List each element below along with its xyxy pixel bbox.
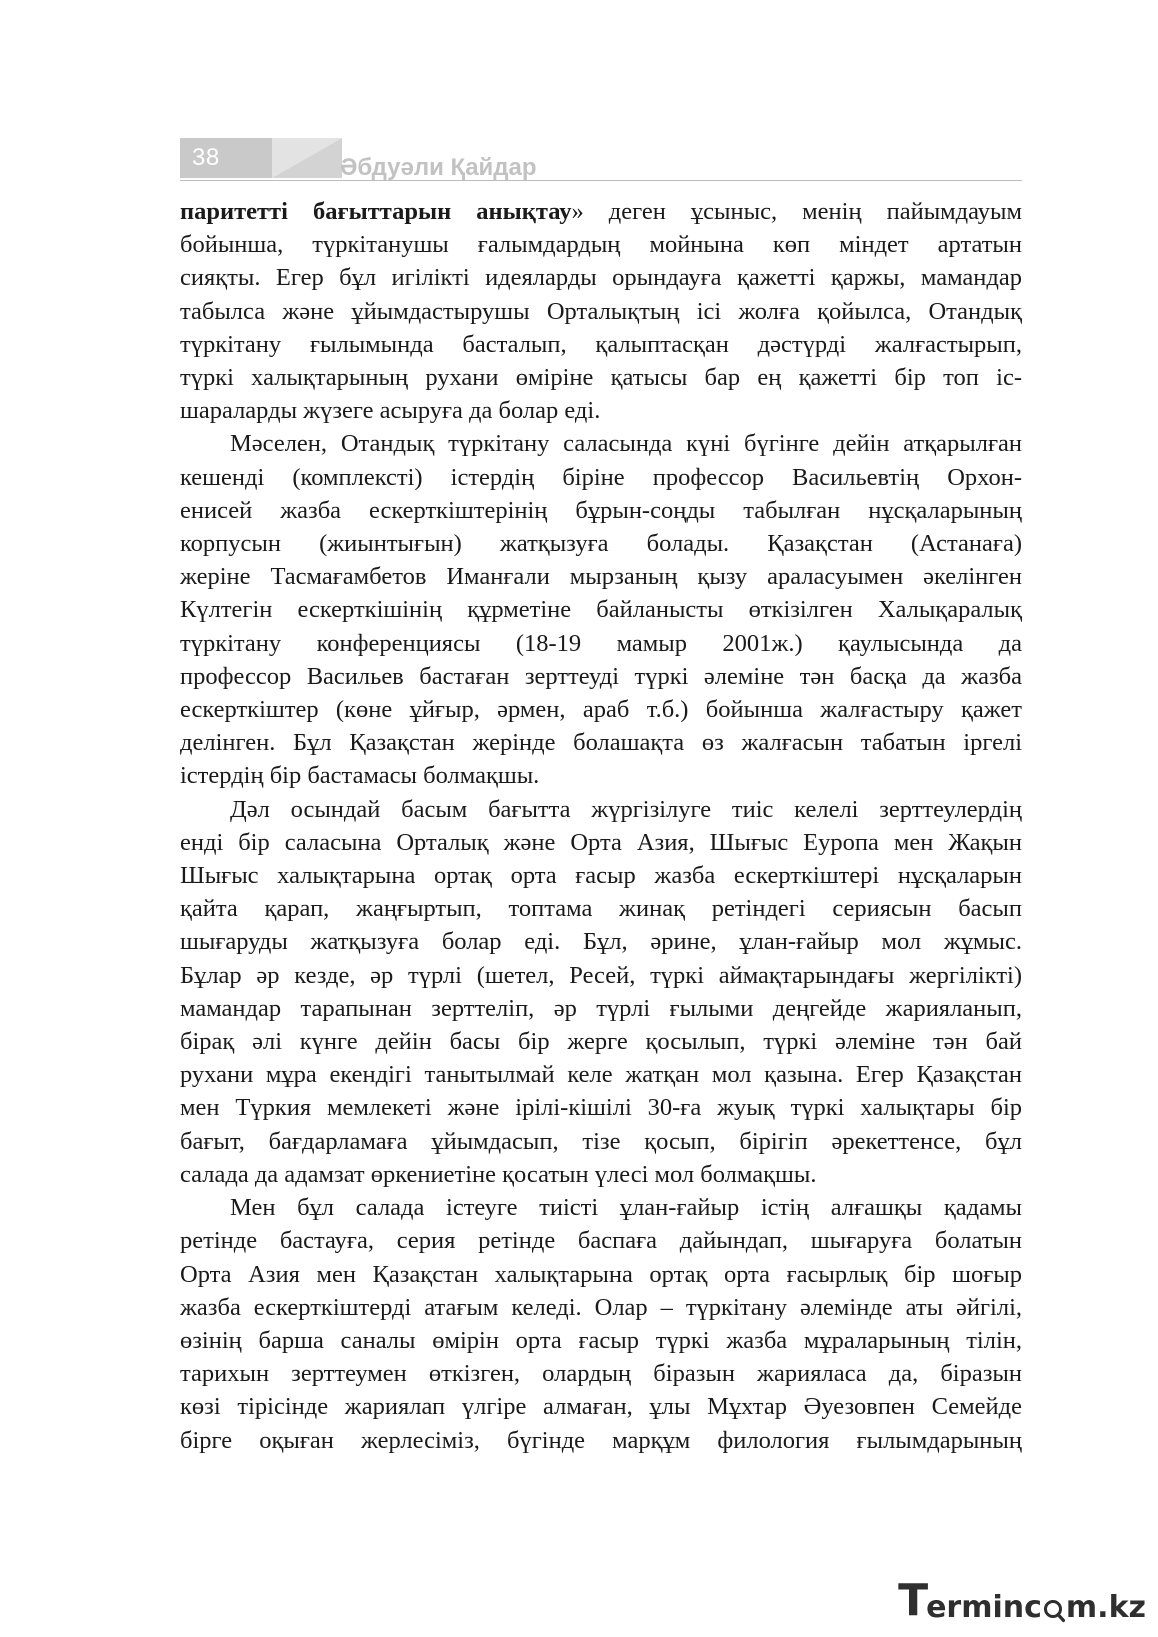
- text-line: қайта қарап, жаңғыртып, топтама жинақ ретіндегі сериясын басып: [180, 895, 1022, 923]
- running-header: [180, 138, 1022, 188]
- text-line: ескерткіштер (көне ұйғыр, әрмен, араб т.б.) бойынша жалғастыру қажет: [180, 696, 1022, 724]
- watermark-logo: [898, 1575, 1146, 1626]
- text-line: профессор Васильев бастаған зерттеуді түркі әлеміне тән басқа да жазба: [180, 662, 1022, 690]
- text-line: Мен бұл салада істеуге тиісті ұлан-ғайыр істің алғашқы қадамы: [230, 1194, 1022, 1222]
- text-line: делінген. Бұл Қазақстан жерінде болашақта өз жалғасын табатын іргелі: [180, 729, 1022, 757]
- text-line: салада да адамзат өркениетіне қосатын үлесі мол болмақшы.: [180, 1160, 817, 1188]
- text-run: » деген ұсыныс, менің пайымдауым: [571, 198, 1022, 225]
- watermark-letter-t: T: [898, 1575, 929, 1626]
- paragraph-2: [180, 427, 1022, 792]
- text-line: өзінің барша саналы өмірін орта ғасыр түркі жазба мұраларының тілін,: [180, 1326, 1022, 1354]
- text-line: Күлтегін ескерткішінің құрметіне байланысты өткізілген Халықаралық: [180, 596, 1022, 624]
- text-line: тарихын зерттеумен өткізген, олардың біразын жарияласа да, біразын: [180, 1360, 1022, 1388]
- text-line: мамандар тарапынан зерттеліп, әр түрлі ғылыми деңгейде жарияланып,: [180, 994, 1022, 1022]
- watermark-text-part: ermin: [926, 1590, 1025, 1625]
- body-text: [180, 195, 1022, 1457]
- watermark-text: [926, 1590, 1146, 1625]
- text-line: Шығыс халықтарына ортақ орта ғасыр жазба ескерткіштері нұсқаларын: [180, 862, 1022, 890]
- watermark-text-part: m.kz: [1065, 1590, 1146, 1625]
- text-line: рухани мұра екендігі танытылмай келе жатқан мол қазына. Егер Қазақстан: [180, 1061, 1022, 1089]
- bold-phrase: паритетті бағыттарын анықтау: [180, 198, 572, 225]
- text-line: бойынша, түркітанушы ғалымдардың мойнына көп міндет артатын: [180, 231, 1022, 259]
- text-line: сияқты. Егер бұл игілікті идеяларды орындауға қажетті қаржы, мамандар: [180, 264, 1022, 292]
- text-line: мен Түркия мемлекеті және ірілі-кішілі 30-ға жуық түркі халықтары бір: [180, 1094, 1022, 1122]
- text-line: Дәл осындай басым бағытта жүргізілуге тиіс келелі зерттеулердің: [230, 795, 1022, 823]
- text-line: бірге оқыған жерлесіміз, бүгінде марқұм филология ғылымдарының: [180, 1426, 1022, 1454]
- text-line: шараларды жүзеге асыруға да болар еді.: [180, 397, 601, 425]
- header-tab-decoration-band: [272, 138, 342, 178]
- text-line: корпусын (жиынтығын) жатқызуға болады. Қазақстан (Астанаға): [180, 530, 1022, 558]
- text-line: Мәселен, Отандық түркітану саласында күні бүгінге дейін атқарылған: [230, 430, 1022, 458]
- text-line: бірақ әлі күнге дейін басы бір жерге қосылып, түркі әлеміне тән бай: [180, 1028, 1022, 1056]
- text-line: ретінде бастауға, серия ретінде баспаға дайындап, шығаруға болатын: [180, 1227, 1022, 1255]
- header-rule: [180, 180, 1022, 181]
- text-line: Орта Азия мен Қазақстан халықтарына ортақ орта ғасырлық бір шоғыр: [180, 1260, 1022, 1288]
- text-line: [180, 195, 1022, 228]
- paragraph-3: [180, 793, 1022, 1191]
- text-line: бағыт, бағдарламаға ұйымдасып, тізе қосып, бірігіп әрекеттенсе, бұл: [180, 1127, 1022, 1155]
- page-number: 38: [192, 144, 220, 171]
- magnifier-icon: [1043, 1597, 1065, 1623]
- text-line: шығаруды жатқызуға болар еді. Бұл, әрине, ұлан-ғайыр мол жұмыс.: [180, 928, 1022, 956]
- text-line: түркі халықтарының рухани өміріне қатысы бар ең қажетті бір топ іс-: [180, 364, 1022, 392]
- paragraph-1: [180, 195, 1022, 427]
- text-line: түркітану конференциясы (18-19 мамыр 2001ж.) қаулысында да: [180, 629, 1022, 657]
- text-line: енді бір саласына Орталық және Орта Азия, Шығыс Еуропа мен Жақын: [180, 828, 1022, 856]
- text-line: табылса және ұйымдастырушы Орталықтың ісі жолға қойылса, Отандық: [180, 297, 1022, 325]
- text-line: Бұлар әр кезде, әр түрлі (шетел, Ресей, түркі аймақтарындағы жергілікті): [180, 961, 1022, 989]
- text-line: түркітану ғылымында басталып, қалыптасқан дәстүрді жалғастырып,: [180, 330, 1022, 358]
- running-title: Әбдуәли Қайдар: [340, 154, 537, 181]
- text-line: енисей жазба ескерткіштерінің бұрын-соңды табылған нұсқаларының: [180, 496, 1022, 524]
- text-line: жазба ескерткіштерді атағым келеді. Олар – түркітану әлемінде аты әйгілі,: [180, 1293, 1022, 1321]
- text-line: кешенді (комплексті) істердің біріне профессор Васильевтің Орхон-: [180, 463, 1022, 491]
- text-line: жеріне Тасмағамбетов Иманғали мырзаның қызу араласуымен әкелінген: [180, 563, 1022, 591]
- watermark-text-part: c: [1024, 1590, 1042, 1625]
- text-line: істердің бір бастамасы болмақшы.: [180, 762, 540, 790]
- paragraph-4: [180, 1191, 1022, 1457]
- text-line: көзі тірісінде жариялап үлгіре алмаған, ұлы Мұхтар Әуезовпен Семейде: [180, 1393, 1022, 1421]
